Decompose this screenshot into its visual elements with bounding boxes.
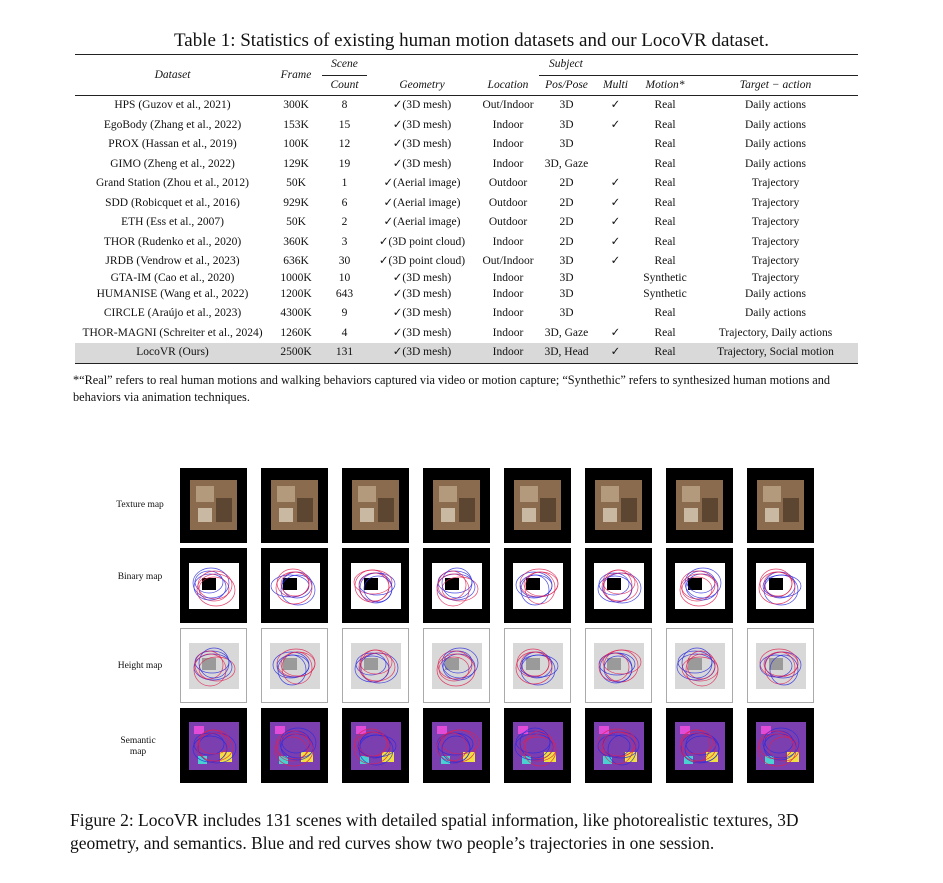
table-cell: ✓ [610,99,621,112]
col-header-count: Count [330,78,359,91]
table-cell: Trajectory [751,196,800,209]
texture-map-thumbnail [504,468,571,543]
table-cell: ✓ [594,343,637,363]
table-cell: 50K [286,216,306,229]
semantic-map-thumbnail [585,708,652,783]
table-cell: Trajectory [751,235,800,248]
table-cell: 4300K [280,307,312,320]
table-cell: Indoor [492,287,524,300]
table-cell: Indoor [492,307,524,320]
table-cell: 2 [341,216,348,229]
stats-table [75,54,858,364]
table-cell: PROX (Hassan et al., 2019) [108,138,237,151]
figure-caption: Figure 2: LocoVR includes 131 scenes with detailed spatial information, like photorealistic textures, 3D geometry, and semantics. Blue and red curves show two people’s trajectories in one session. [70,810,799,853]
table-cell: Daily actions [745,118,806,131]
col-header-multi: Multi [603,78,628,91]
table-cell: 1000K [280,271,312,284]
col-header-frame: Frame [280,68,312,81]
table-cell: 3D [559,138,574,151]
table-cell: Synthetic [643,287,687,300]
semantic-map-thumbnail [423,708,490,783]
table-cell: 6 [341,196,348,209]
table-cell: ✓(3D mesh) [392,138,452,151]
table-cell: SDD (Robicquet et al., 2016) [105,196,240,209]
table-cell: GTA-IM (Cao et al., 2020) [110,271,235,284]
table-group-header [75,55,858,76]
col-header-pos-pose: Pos/Pose [545,78,588,91]
binary-map-thumbnail [666,548,733,623]
texture-map-thumbnail [261,468,328,543]
table-footnote: *“Real” refers to real human motions and walking behaviors captured via video or motion capture; “Synthethic” refers to synthesized human motions and behaviors via animation techniques. [73,373,831,404]
table-cell: 3D [559,255,574,268]
table-cell: Indoor [492,235,524,248]
table-cell: Indoor [492,271,524,284]
table-cell: 1200K [280,287,312,300]
table-cell: ✓(3D point cloud) [378,235,466,248]
table-cell: ✓(3D point cloud) [378,255,466,268]
table-cell: Real [654,216,676,229]
table-cell: Real [654,99,676,112]
table-cell [594,272,637,285]
table-cell: Indoor [492,138,524,151]
table-cell: ✓(3D mesh) [392,118,452,131]
table-cell: ✓(3D mesh) [392,326,452,339]
table-cell: 129K [283,157,309,170]
table-cell: ✓(Aerial image) [383,216,461,229]
row-label-binary: Binary map [117,572,163,582]
table-caption: Table 1: Statistics of existing human motion datasets and our LocoVR dataset. [174,30,769,51]
table-cell: 2D [559,177,574,190]
table-cell: Real [654,138,676,151]
binary-map-thumbnail [180,548,247,623]
binary-map-thumbnail [423,548,490,623]
table-cell [594,155,637,175]
table-row [75,96,858,116]
table-cell: Trajectory [751,216,800,229]
table-cell: 2D [559,196,574,209]
table-row [75,155,858,175]
table-cell: ✓(3D mesh) [367,343,477,363]
table-cell: 3D [559,118,574,131]
table-cell: ✓(3D mesh) [392,157,452,170]
table-cell: Real [654,157,676,170]
table-cell: 3D, Gaze [544,326,589,339]
table-row [75,304,858,324]
table-row [75,343,858,363]
table-cell: Outdoor [488,196,528,209]
table-cell: 8 [341,99,348,112]
table-cell: 3D [559,307,574,320]
table-cell: 30 [338,255,351,268]
table-cell: 3D, Gaze [544,157,589,170]
table-cell: Real [654,307,676,320]
binary-map-thumbnail [504,548,571,623]
table-row [75,233,858,253]
table-cell: Real [654,177,676,190]
table-cell: 15 [338,118,351,131]
table-cell: 12 [338,138,351,151]
table-cell [594,135,637,155]
table-cell: Daily actions [745,99,806,112]
height-map-thumbnail [747,628,814,703]
table-cell: 4 [341,326,348,339]
table-cell: 9 [341,307,348,320]
table-cell: 3D [559,287,574,300]
table-cell: 929K [283,196,309,209]
texture-map-thumbnail [666,468,733,543]
texture-map-thumbnail [180,468,247,543]
group-header-scene: Scene [322,55,367,76]
binary-map-thumbnail [342,548,409,623]
table-cell: ✓ [610,196,621,209]
table-cell: 100K [283,138,309,151]
table-cell: ✓ [610,326,621,339]
table-cell: Real [654,255,676,268]
table-cell: ✓ [610,235,621,248]
table-cell: ETH (Ess et al., 2007) [121,216,224,229]
texture-map-thumbnail [585,468,652,543]
table-cell: ✓ [610,177,621,190]
table-cell: Real [654,196,676,209]
table-cell: Daily actions [745,138,806,151]
table-row [75,174,858,194]
table-row [75,135,858,155]
binary-map-thumbnail [747,548,814,623]
semantic-map-thumbnail [504,708,571,783]
table-row [75,194,858,214]
height-map-thumbnail [585,628,652,703]
table-cell: ✓(3D mesh) [392,287,452,300]
table-cell: Indoor [477,343,539,363]
table-cell: Out/Indoor [482,99,534,112]
row-label-height: Height map [117,661,163,671]
table-cell: 2500K [270,343,322,363]
table-cell [594,304,637,324]
semantic-map-thumbnail [747,708,814,783]
semantic-map-thumbnail [666,708,733,783]
table-cell: 3D [559,99,574,112]
table-cell: Daily actions [745,157,806,170]
table-cell: 3D, Head [539,343,594,363]
table-cell: 153K [283,118,309,131]
table-cell: JRDB (Vendrow et al., 2023) [105,255,240,268]
table-cell: 360K [283,235,309,248]
row-label-semantic: Semantic map [120,736,156,757]
table-row [75,252,858,272]
texture-map-thumbnail [342,468,409,543]
row-label-texture: Texture map [116,500,164,510]
height-map-thumbnail [261,628,328,703]
table-cell: Trajectory [751,271,800,284]
table-cell: 1 [341,177,348,190]
table-row [75,285,858,305]
table-row [75,116,858,136]
table-cell: 300K [283,99,309,112]
table-cell: Outdoor [488,177,528,190]
table-cell: Trajectory, Daily actions [718,326,833,339]
table-cell: ✓ [610,216,621,229]
binary-map-thumbnail [261,548,328,623]
col-header-motion: Motion* [645,78,685,91]
table-cell: ✓(Aerial image) [383,196,461,209]
table-cell: Real [654,326,676,339]
table-cell: ✓(3D mesh) [392,307,452,320]
table-cell: Indoor [492,157,524,170]
table-row [75,272,858,285]
col-header-location: Location [487,78,529,91]
table-cell: ✓(3D mesh) [392,99,452,112]
group-header-subject: Subject [539,55,858,76]
table-cell: Outdoor [488,216,528,229]
table-cell: Daily actions [745,287,806,300]
table-cell: Trajectory, Social motion [693,343,858,363]
height-map-thumbnail [342,628,409,703]
table-cell: 636K [283,255,309,268]
table-cell: 131 [322,343,367,363]
table-cell: ✓ [610,118,621,131]
table-row [75,213,858,233]
binary-map-thumbnail [585,548,652,623]
table-cell: LocoVR (Ours) [75,343,270,363]
table-cell: Real [654,118,676,131]
height-map-thumbnail [423,628,490,703]
table-cell: Out/Indoor [482,255,534,268]
table-cell: Real [637,343,693,363]
table-row [75,324,858,344]
table-cell: GIMO (Zheng et al., 2022) [110,157,235,170]
col-header-geometry: Geometry [399,78,445,91]
table-cell: HUMANISE (Wang et al., 2022) [96,287,249,300]
table-cell: THOR-MAGNI (Schreiter et al., 2024) [82,326,263,339]
table-cell: 2D [559,235,574,248]
texture-map-thumbnail [423,468,490,543]
table-cell: 50K [286,177,306,190]
table-cell: 2D [559,216,574,229]
height-map-thumbnail [180,628,247,703]
table-cell: 19 [338,157,351,170]
table-cell: THOR (Rudenko et al., 2020) [103,235,242,248]
col-header-target-action: Target − action [739,78,812,91]
table-cell: CIRCLE (Araújo et al., 2023) [103,307,242,320]
table-cell: ✓ [610,255,621,268]
table-cell: 643 [335,287,354,300]
table-cell: 3D [559,271,574,284]
col-header-dataset: Dataset [154,68,191,81]
table-cell: Synthetic [643,271,687,284]
table-cell: ✓(Aerial image) [383,177,461,190]
table-cell: 10 [338,271,351,284]
table-cell: ✓(3D mesh) [392,271,452,284]
table-cell: Indoor [492,326,524,339]
table-cell: EgoBody (Zhang et al., 2022) [103,118,242,131]
height-map-thumbnail [666,628,733,703]
height-map-thumbnail [504,628,571,703]
table-cell: Real [654,235,676,248]
semantic-map-thumbnail [342,708,409,783]
table-cell [594,285,637,305]
table-cell: Grand Station (Zhou et al., 2012) [96,177,249,190]
table-cell: Trajectory [751,177,800,190]
table-cell: Indoor [492,118,524,131]
table-cell: HPS (Guzov et al., 2021) [114,99,231,112]
table-cell: Trajectory [751,255,800,268]
texture-map-thumbnail [747,468,814,543]
table-cell: 3 [341,235,348,248]
semantic-map-thumbnail [261,708,328,783]
table-cell: Daily actions [745,307,806,320]
semantic-map-thumbnail [180,708,247,783]
table-cell: 1260K [280,326,312,339]
